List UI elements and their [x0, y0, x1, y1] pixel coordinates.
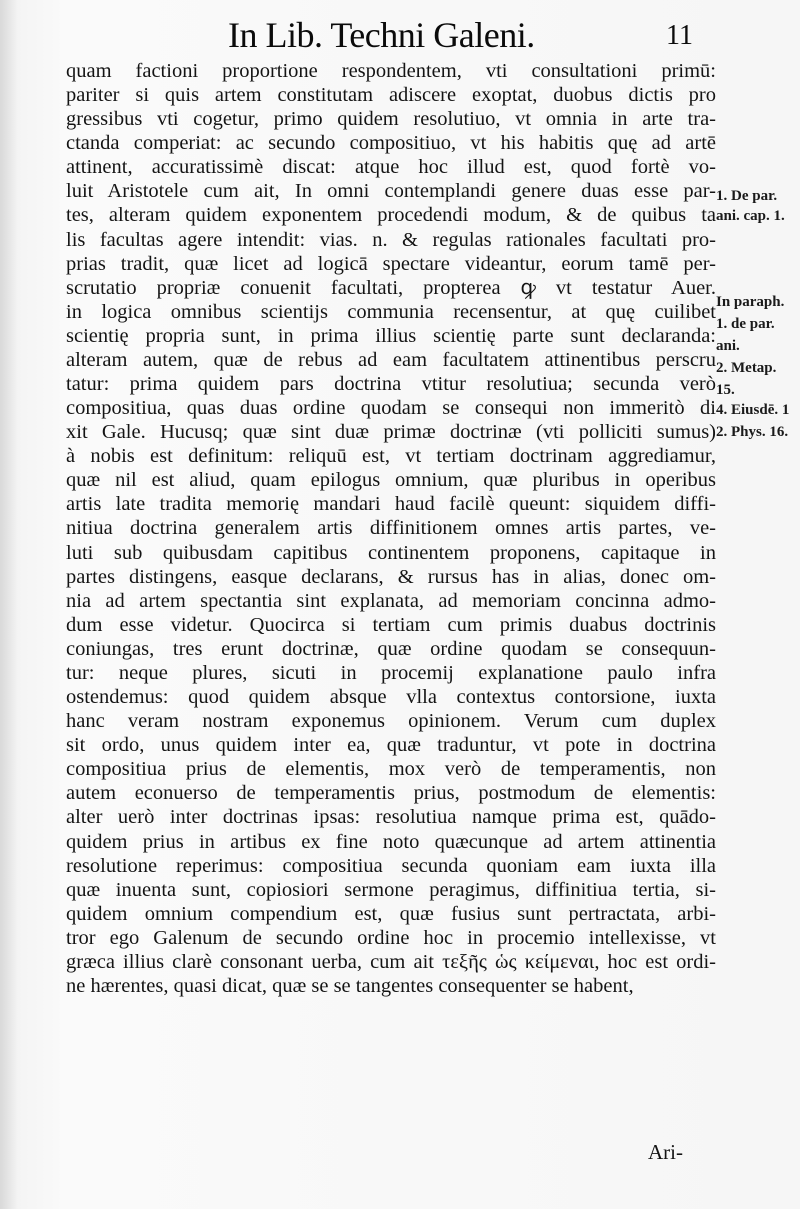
text-line: lis facultas agere intendit: vias. n. & regulas rationales facultati pro-	[66, 228, 716, 251]
running-head: In Lib. Techni Galeni.	[228, 15, 535, 55]
text-line: prias tradit, quæ licet ad logicā spectare videantur, eorum tamē per-	[66, 252, 716, 275]
text-line: quidem prius in artibus ex fine noto quæcunque ad artem attinentia	[66, 830, 716, 853]
text-line: in logica omnibus scientijs communia recensentur, at quę cuilibet	[66, 300, 716, 323]
text-line: ne hærentes, quasi dicat, quæ se se tangentes consequenter se habent,	[66, 974, 634, 997]
marginal-note: 4. Eiusdē. 1	[716, 402, 790, 418]
marginal-note: 15.	[716, 382, 735, 398]
text-line: quæ nil est aliud, quam epilogus omnium, quæ pluribus in operibus	[66, 469, 716, 492]
text-line: dum esse videtur. Quocirca si tertiam cum primis duabus doctrinis	[66, 613, 716, 636]
text-line: artis late tradita memorię mandari haud facilè queunt: siquidem diffi-	[66, 493, 716, 516]
main-text-block	[66, 59, 716, 998]
marginal-note: ani. cap. 1.	[716, 208, 785, 224]
text-line: resolutione reperimus: compositiua secunda quoniam eam iuxta illa	[66, 854, 716, 877]
text-line: luti sub quibusdam capitibus continentem proponens, capitaque in	[66, 541, 716, 564]
text-line: sit ordo, unus quidem inter ea, quæ traduntur, vt pote in doctrina	[66, 734, 716, 757]
marginal-note: 2. Metap.	[716, 360, 777, 376]
text-line: tatur: prima quidem pars doctrina vtitur resolutiua; secunda verò	[66, 373, 716, 396]
catchword: Ari-	[648, 1140, 683, 1164]
text-line: quidem omnium compendium est, quæ fusius sunt pertractata, arbi-	[66, 902, 716, 925]
text-line: autem econuerso de temperamentis prius, postmodum de elementis:	[66, 782, 716, 805]
text-line: gressibus vti cogetur, primo quidem resolutiuo, vt omnia in arte tra-	[66, 108, 716, 131]
text-line: hanc veram nostram exponemus opinionem. Verum cum duplex	[66, 710, 716, 733]
text-line: à nobis est definitum: reliquū est, vt tertiam doctrinam aggrediamur,	[66, 445, 716, 468]
text-line: scrutatio propriæ conuenit facultati, propterea ꝙ vt testatur Auer.	[66, 276, 716, 299]
marginal-note: 1. de par.	[716, 316, 775, 332]
text-line: nia ad artem spectantia sint explanata, ad memoriam concinna admo-	[66, 589, 716, 612]
text-line: tror ego Galenum de secundo ordine hoc in procemio intellexisse, vt	[66, 926, 716, 949]
text-line: alteram autem, quæ de rebus ad eam facultatem attinentibus perscru	[66, 348, 716, 371]
text-line: attinent, accuratissimè discat: atque hoc illud est, quod fortè vo-	[66, 156, 716, 179]
text-line: scientię propria sunt, in prima illius scientię parte sunt declaranda:	[66, 324, 716, 347]
text-line: compositiua, quas duas ordine quodam se consequi non immeritò di	[66, 397, 716, 420]
text-line: quæ inuenta sunt, copiosiori sermone peragimus, diffinitiua tertia, si-	[66, 878, 716, 901]
text-line: græca illius clarè consonant uerba, cum ait τεξῆς ὡς κείμεναι, hoc est ordi-	[66, 950, 716, 973]
marginal-note: 1. De par.	[716, 188, 778, 204]
text-line: tur: neque plures, sicuti in procemij explanatione paulo infra	[66, 661, 716, 684]
text-line: ctanda comperiat: ac secundo compositiuo, vt his habitis quę ad artē	[66, 132, 716, 155]
text-line: pariter si quis artem constitutam adiscere exoptat, duobus dictis pro	[66, 84, 716, 107]
text-line: alter uerò inter doctrinas ipsas: resolutiua namque prima est, quādo-	[66, 806, 716, 829]
text-line: nitiua doctrina generalem artis diffinitionem omnes artis partes, ve-	[66, 517, 716, 540]
marginal-note: ani.	[716, 338, 740, 354]
text-line: luit Aristotele cum ait, In omni contemplandi genere duas esse par-	[66, 180, 716, 203]
text-line: partes distingens, easque declarans, & rursus has in alias, donec om-	[66, 565, 716, 588]
text-line: compositiua prius de elementis, mox verò de temperamentis, non	[66, 758, 716, 781]
marginal-note: 2. Phys. 16.	[716, 424, 789, 440]
text-line: tes, alteram quidem exponentem procedendi modum, & de quibus ta	[66, 204, 716, 227]
text-line: coniungas, tres erunt doctrinæ, quæ ordine quodam se consequun-	[66, 637, 716, 660]
text-line: xit Gale. Hucusq; quæ sint duæ primæ doctrinæ (vti polliciti sumus)	[66, 421, 716, 444]
text-line: ostendemus: quod quidem absque vlla contextus contorsione, iuxta	[66, 686, 716, 709]
page-header	[0, 14, 800, 62]
page-number: 11	[666, 20, 693, 51]
marginal-note: In paraph.	[716, 294, 785, 310]
text-line: quam factioni proportione respondentem, vti consultationi primū:	[66, 60, 716, 82]
